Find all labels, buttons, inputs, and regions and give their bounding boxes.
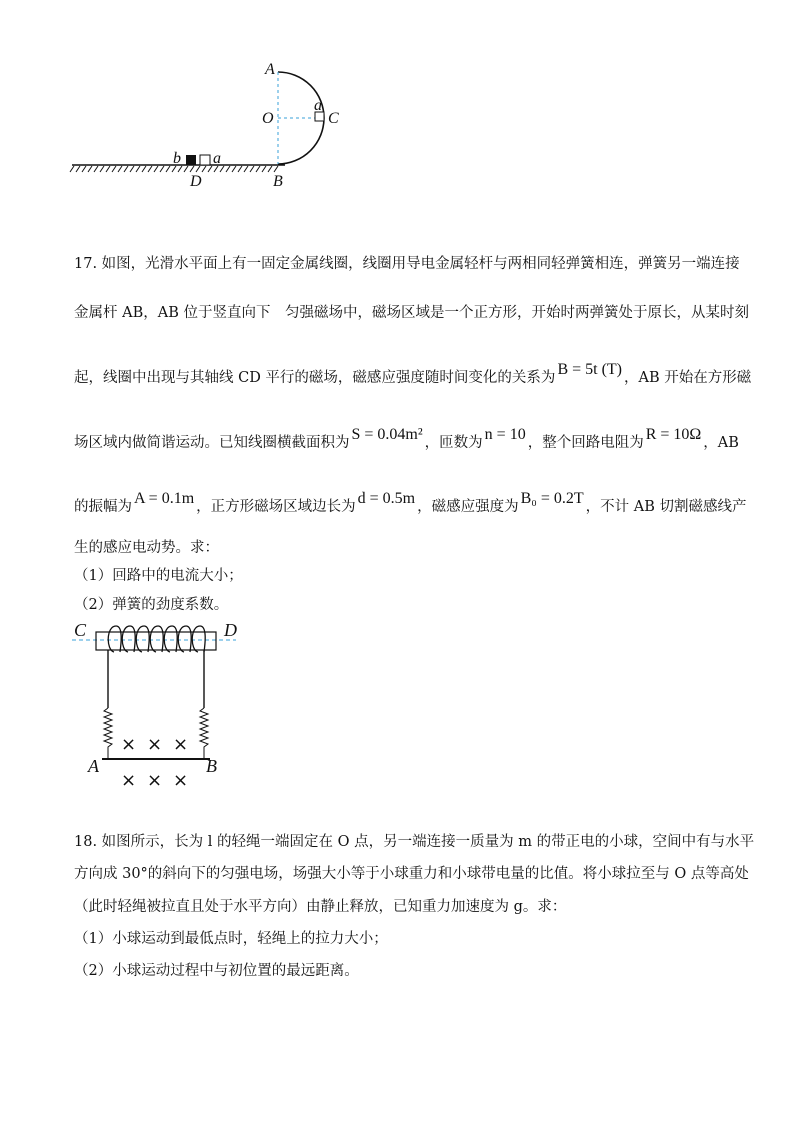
label-block-a-ground: a bbox=[213, 150, 221, 167]
formula-s: S = 0.04m² bbox=[351, 426, 423, 443]
q17-line-6: 生的感应电动势。求： bbox=[74, 540, 219, 556]
q17-text-3b: ，AB 开始在方形磁 bbox=[624, 370, 752, 386]
q18-subquestion-2: （2）小球运动过程中与初位置的最远距离。 bbox=[74, 963, 359, 979]
q17-text-4d: ，AB bbox=[703, 435, 739, 451]
figure-track-semicircle bbox=[60, 50, 380, 200]
field-cross: × bbox=[121, 770, 137, 791]
q18-line-1: 18. 如图所示，长为 l 的轻绳一端固定在 O 点，另一端连接一质量为 m 的带正电的小球，空间中有与水平 bbox=[74, 834, 755, 850]
field-cross: × bbox=[147, 770, 163, 791]
q17-text-5b: ，正方形磁场区域边长为 bbox=[196, 499, 356, 515]
q17-line-2: 金属杆 AB，AB 位于竖直向下 匀强磁场中，磁场区域是一个正方形，开始时两弹簧处于原长，从某时刻 bbox=[74, 305, 749, 321]
q17-line-1 bbox=[74, 254, 740, 274]
label-c-point: C bbox=[328, 110, 339, 127]
label-block-a-top: a bbox=[314, 97, 322, 114]
coil-windings bbox=[108, 626, 205, 652]
q17-text-5d: ，不计 AB 切割磁感线产 bbox=[585, 499, 747, 515]
label-o-point: O bbox=[262, 110, 274, 127]
label-d-axis: D bbox=[224, 620, 237, 640]
formula-amplitude: A = 0.1m bbox=[134, 490, 195, 507]
label-a-point: A bbox=[265, 61, 275, 78]
label-c-axis: C bbox=[74, 620, 87, 640]
q17-line-5 bbox=[74, 490, 747, 517]
q17-number: 17. bbox=[74, 256, 98, 272]
coil-body bbox=[96, 632, 216, 650]
q17-line-3 bbox=[74, 361, 752, 388]
formula-d: d = 0.5m bbox=[357, 490, 416, 507]
formula-b-t: B = 5t (T) bbox=[557, 361, 623, 378]
block-b bbox=[186, 155, 196, 165]
q17-subquestion-1: （1）回路中的电流大小； bbox=[74, 568, 243, 584]
q17-text-4a: 场区域内做简谐运动。已知线圈横截面积为 bbox=[74, 435, 350, 451]
figure-coil-springs bbox=[66, 618, 246, 798]
q17-text-4b: ，匝数为 bbox=[424, 435, 483, 451]
q17-text-1: 如图，光滑水平面上有一固定金属线圈，线圈用导电金属轻杆与两相同轻弹簧相连，弹簧另一端连接 bbox=[101, 256, 740, 272]
q17-line-4 bbox=[74, 426, 739, 453]
q18-line-3: （此时轻绳被拉直且处于水平方向）由静止释放，已知重力加速度为 g。求： bbox=[74, 899, 567, 915]
q17-text-5a: 的振幅为 bbox=[74, 499, 132, 515]
q18-subquestion-1: （1）小球运动到最低点时，轻绳上的拉力大小； bbox=[74, 931, 388, 947]
label-d-point: D bbox=[190, 173, 202, 190]
block-a-on-ground bbox=[200, 155, 210, 165]
formula-n: n = 10 bbox=[484, 426, 526, 443]
label-block-b: b bbox=[173, 150, 181, 167]
left-spring bbox=[104, 708, 112, 758]
formula-b0: B₀ = 0.2T bbox=[520, 490, 584, 507]
field-cross: × bbox=[147, 734, 163, 755]
q18-line-2: 方向成 30°的斜向下的匀强电场，场强大小等于小球重力和小球带电量的比值。将小球拉至与 O 点等高处 bbox=[74, 866, 749, 882]
field-cross: × bbox=[173, 770, 189, 791]
q17-text-3a: 起，线圈中出现与其轴线 CD 平行的磁场，磁感应强度随时间变化的关系为 bbox=[74, 370, 556, 386]
right-spring bbox=[200, 708, 208, 758]
q17-subquestion-2: （2）弹簧的劲度系数。 bbox=[74, 597, 229, 613]
field-cross: × bbox=[173, 734, 189, 755]
label-b-point: B bbox=[273, 173, 283, 190]
label-a-rod: A bbox=[88, 756, 99, 776]
field-cross: × bbox=[121, 734, 137, 755]
magnetic-field-crosses bbox=[121, 734, 188, 791]
q17-text-5c: ，磁感应强度为 bbox=[417, 499, 519, 515]
formula-r: R = 10Ω bbox=[645, 426, 702, 443]
label-b-rod: B bbox=[206, 756, 217, 776]
q17-text-4c: ，整个回路电阻为 bbox=[527, 435, 644, 451]
